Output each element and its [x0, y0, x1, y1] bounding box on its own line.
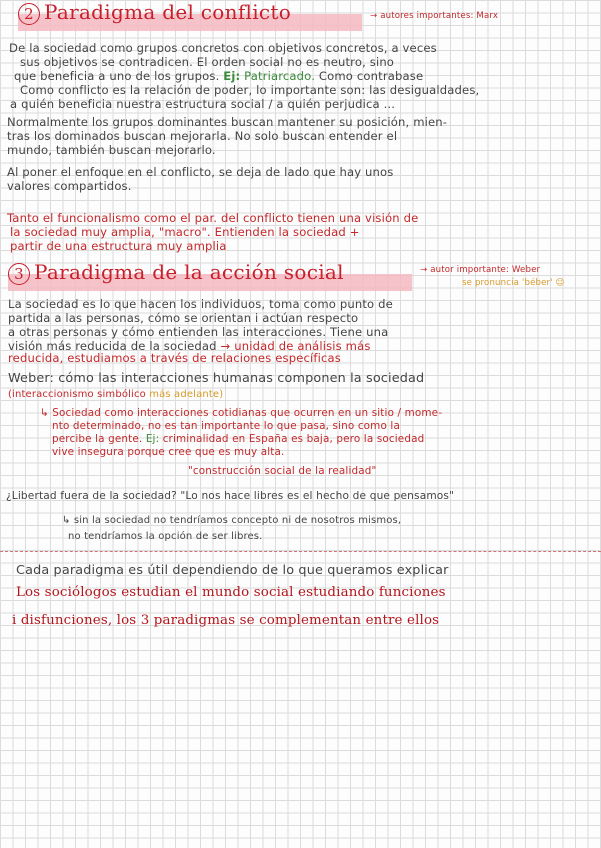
section-separator — [0, 551, 601, 552]
s3-p1-line1: La sociedad es lo que hacen los individuos, toma como punto de — [8, 297, 393, 311]
s2-example-text: Patriarcado. — [244, 69, 316, 83]
s2-p1-line4: Como conflicto es la relación de poder, lo importante son: las desigualdades, — [20, 83, 480, 97]
s3-p1-line2: partida a las personas, cómo se orientan i actúan respecto — [8, 311, 359, 325]
s2-p2-line3: mundo, también buscan mejorarlo. — [7, 143, 216, 157]
s2-p3-line2: valores compartidos. — [7, 179, 132, 193]
interaccionismo-text: (interaccionismo simbólico — [8, 389, 146, 400]
section-2-title — [18, 0, 292, 25]
s2-p1-line3-text: que beneficia a uno de los grupos. — [14, 69, 220, 83]
s3-p1-line4-text: visión más reducida de la sociedad — [8, 339, 217, 353]
s2-p1-line5: a quién beneficia nuestra estructura social / a quién perjudica ... — [10, 97, 396, 111]
s2-p3-line1: Al poner el enfoque en el conflicto, se deja de lado que hay unos — [7, 165, 394, 179]
section-2-side-note: → autores importantes: Marx — [370, 11, 499, 21]
libertad-sub-line2: no tendríamos la opción de ser libres. — [68, 531, 263, 542]
s2-p1-line1: De la sociedad como grupos concretos con objetivos concretos, a veces — [9, 41, 437, 55]
s3-sub-line4: vive insegura porque cree que es muy alta. — [52, 446, 285, 458]
s2-p2-line2: tras los dominados buscan mejorarla. No solo buscan entender el — [7, 129, 398, 143]
s3-p1-line5: reducida, estudiamos a través de relaciones específicas — [8, 351, 341, 365]
s3-sub-example-text: criminalidad en España es baja, pero la sociedad — [162, 433, 425, 445]
construccion-social: "construcción social de la realidad" — [188, 465, 377, 477]
s2-p1-line2: sus objetivos se contradicen. El orden social no es neutro, sino — [20, 55, 395, 69]
libertad-question: ¿Libertad fuera de la sociedad? "Lo nos hace libres es el hecho de que pensamos" — [6, 490, 455, 502]
s3-p1-line4-tail: → unidad de análisis más — [220, 339, 371, 353]
s3-sub-line3 — [52, 433, 424, 446]
weber-line: Weber: cómo las interacciones humanas componen la sociedad — [8, 371, 425, 386]
s3-sub-line3-text: percibe la gente. — [52, 433, 143, 445]
s2-example-label: Ej: — [223, 69, 241, 83]
conclusion-line1: Cada paradigma es útil dependiendo de lo que queramos explicar — [16, 563, 449, 578]
conclusion-line2: Los sociólogos estudian el mundo social estudiando funciones — [16, 585, 446, 600]
s3-sub-line2: nto determinado, no es tan importante lo que pasa, sino como la — [52, 420, 400, 432]
s2-p1-line3-tail: Como contrabase — [318, 69, 424, 83]
libertad-sub-line1: ↳ sin la sociedad no tendríamos concepto ni de nosotros mismos, — [62, 515, 402, 526]
s3-sub-example-label: Ej: — [145, 433, 160, 445]
section-3-title — [8, 260, 344, 285]
s2-p4-line3: partir de una estructura muy amplia — [10, 239, 227, 253]
section-3-side-note-2: se pronuncia 'béber' ☺ — [462, 278, 565, 288]
conclusion-line3: i disfunciones, los 3 paradigmas se complementan entre ellos — [12, 613, 440, 628]
interaccionismo-tail: más adelante) — [149, 389, 224, 400]
s3-sub-line1: ↳ Sociedad como interacciones cotidianas que ocurren en un sitio / mome- — [40, 407, 443, 419]
s2-p1-line3 — [14, 70, 423, 83]
s2-p2-line1: Normalmente los grupos dominantes buscan mantener su posición, mien- — [7, 115, 448, 129]
s2-p4-line1: Tanto el funcionalismo como el par. del conflicto tienen una visión de — [7, 211, 419, 225]
section-3-title-text: Paradigma de la acción social — [34, 260, 344, 284]
section-2-title-text: Paradigma del conflicto — [44, 0, 292, 24]
section-2-number: 2 — [18, 3, 40, 25]
interaccionismo-line — [8, 388, 223, 401]
section-3-side-note-1: → autor importante: Weber — [420, 265, 541, 275]
section-3-number: 3 — [8, 263, 30, 285]
s2-p4-line2: la sociedad muy amplia, "macro". Entienden la sociedad + — [10, 225, 360, 239]
s3-p1-line3: a otras personas y cómo entienden las interacciones. Tiene una — [8, 325, 389, 339]
